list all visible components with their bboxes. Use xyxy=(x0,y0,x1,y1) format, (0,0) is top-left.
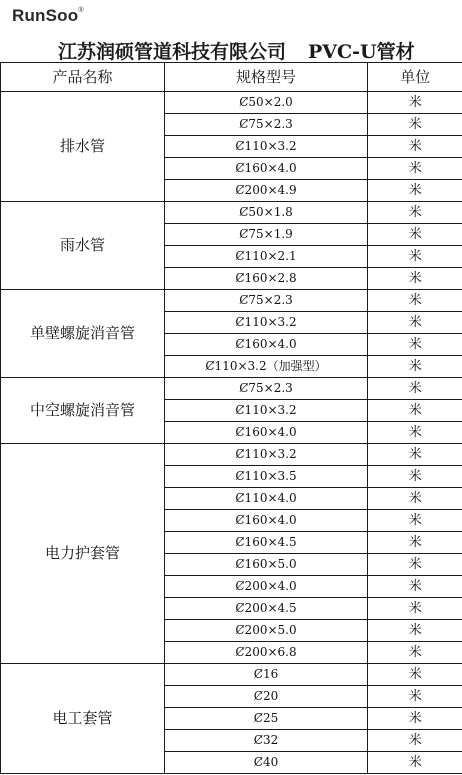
spec-cell: Ȼ110×3.2（加强型） xyxy=(165,356,368,378)
unit-cell: 米 xyxy=(368,730,462,752)
table-row xyxy=(1,664,462,686)
spec-cell: Ȼ75×2.3 xyxy=(165,114,368,136)
spec-cell: Ȼ110×3.2 xyxy=(165,136,368,158)
spec-cell: Ȼ160×4.0 xyxy=(165,158,368,180)
spec-cell: Ȼ32 xyxy=(165,730,368,752)
spec-cell: Ȼ160×4.0 xyxy=(165,510,368,532)
unit-cell: 米 xyxy=(368,268,462,290)
spec-cell: Ȼ75×2.3 xyxy=(165,290,368,312)
table-row xyxy=(1,290,462,312)
unit-cell: 米 xyxy=(368,620,462,642)
unit-cell: 米 xyxy=(368,422,462,444)
unit-cell: 米 xyxy=(368,180,462,202)
table-row xyxy=(1,378,462,400)
unit-cell: 米 xyxy=(368,356,462,378)
spec-cell: Ȼ110×2.1 xyxy=(165,246,368,268)
company-name: 江苏润硕管道科技有限公司 xyxy=(58,41,287,62)
spec-cell: Ȼ110×3.5 xyxy=(165,466,368,488)
unit-cell: 米 xyxy=(368,642,462,664)
spec-cell: Ȼ200×5.0 xyxy=(165,620,368,642)
product-category-cell: 雨水管 xyxy=(1,202,165,290)
unit-cell: 米 xyxy=(368,598,462,620)
spec-cell: Ȼ25 xyxy=(165,708,368,730)
spec-cell: Ȼ50×1.8 xyxy=(165,202,368,224)
spec-cell: Ȼ110×3.2 xyxy=(165,444,368,466)
unit-cell: 米 xyxy=(368,708,462,730)
header-product-name: 产品名称 xyxy=(1,63,165,92)
spec-cell: Ȼ75×1.9 xyxy=(165,224,368,246)
spec-cell: Ȼ160×5.0 xyxy=(165,554,368,576)
spec-cell: Ȼ200×4.0 xyxy=(165,576,368,598)
unit-cell: 米 xyxy=(368,554,462,576)
table-row xyxy=(1,202,462,224)
spec-cell: Ȼ110×3.2 xyxy=(165,312,368,334)
brand-logo xyxy=(12,6,84,32)
product-spec-table xyxy=(0,62,462,774)
spec-cell: Ȼ200×6.8 xyxy=(165,642,368,664)
registered-mark: ® xyxy=(78,7,84,15)
unit-cell: 米 xyxy=(368,532,462,554)
spec-cell: Ȼ160×4.0 xyxy=(165,422,368,444)
unit-cell: 米 xyxy=(368,158,462,180)
product-category-cell: 电力护套管 xyxy=(1,444,165,664)
logo-text: RunSoo xyxy=(12,6,79,25)
page-title xyxy=(58,37,415,62)
unit-cell: 米 xyxy=(368,290,462,312)
header-unit: 单位 xyxy=(368,63,462,92)
unit-cell: 米 xyxy=(368,510,462,532)
spec-cell: Ȼ40 xyxy=(165,752,368,774)
spec-cell: Ȼ160×4.0 xyxy=(165,334,368,356)
spec-cell: Ȼ160×4.5 xyxy=(165,532,368,554)
spec-cell: Ȼ75×2.3 xyxy=(165,378,368,400)
title-row xyxy=(0,36,462,62)
footer-note xyxy=(0,768,462,775)
unit-cell: 米 xyxy=(368,246,462,268)
product-name: PVC-U管材 xyxy=(308,41,415,62)
unit-cell: 米 xyxy=(368,334,462,356)
spec-cell: Ȼ110×3.2 xyxy=(165,400,368,422)
unit-cell: 米 xyxy=(368,444,462,466)
header-spec: 规格型号 xyxy=(165,63,368,92)
unit-cell: 米 xyxy=(368,224,462,246)
spec-cell: Ȼ200×4.9 xyxy=(165,180,368,202)
unit-cell: 米 xyxy=(368,202,462,224)
unit-cell: 米 xyxy=(368,686,462,708)
unit-cell: 米 xyxy=(368,378,462,400)
unit-cell: 米 xyxy=(368,312,462,334)
unit-cell: 米 xyxy=(368,488,462,510)
product-category-cell: 中空螺旋消音管 xyxy=(1,378,165,444)
spec-cell: Ȼ160×2.8 xyxy=(165,268,368,290)
table-row xyxy=(1,444,462,466)
unit-cell: 米 xyxy=(368,114,462,136)
spec-cell: Ȼ16 xyxy=(165,664,368,686)
spec-cell: Ȼ200×4.5 xyxy=(165,598,368,620)
product-category-cell: 排水管 xyxy=(1,92,165,202)
unit-cell: 米 xyxy=(368,136,462,158)
unit-cell: 米 xyxy=(368,752,462,774)
table-header-row xyxy=(1,63,462,92)
unit-cell: 米 xyxy=(368,664,462,686)
table-row xyxy=(1,92,462,114)
unit-cell: 米 xyxy=(368,466,462,488)
unit-cell: 米 xyxy=(368,92,462,114)
product-category-cell: 单壁螺旋消音管 xyxy=(1,290,165,378)
spec-cell: Ȼ20 xyxy=(165,686,368,708)
unit-cell: 米 xyxy=(368,576,462,598)
unit-cell: 米 xyxy=(368,400,462,422)
product-category-cell: 电工套管 xyxy=(1,664,165,774)
spec-cell: Ȼ110×4.0 xyxy=(165,488,368,510)
spec-cell: Ȼ50×2.0 xyxy=(165,92,368,114)
